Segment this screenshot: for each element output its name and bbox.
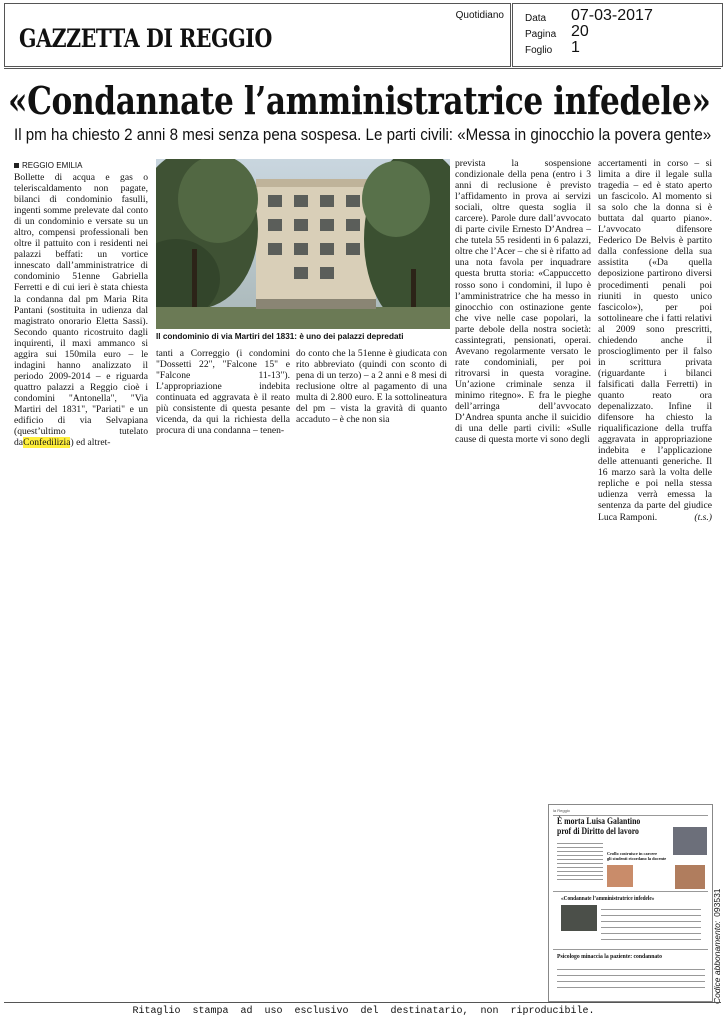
footer-divider (4, 1002, 721, 1003)
publication-type: Quotidiano (455, 10, 504, 21)
bullet-square-icon (14, 163, 19, 168)
article-column-1: Bollette di acqua e gas o teleriscaldamento non pagate, bilanci di condominio fasulli, ingenti somme prelevate dal conto di un condominio e versate su un altro, compensi professionali ben oltre il pattuito con i residenti nei palazzi beffati: un vortice innescato dall’amministratrice di condominio 51enne Gabriella Ferretti e di cui ieri è stata chiesta la condanna dal pm Maria Rita Pantani (sostituita in udienza dal magistrato onorario Eletta Sassi). Secondo quanto ricostruito dagli inquirenti, il maxi ammanco si aggira sui 150mila euro – le indagini hanno analizzato il periodo 2009-2014 – e riguarda quattro palazzi a Reggio cioè i condomini "Antonella", "Via Martiri del 1831", "Pariati" e un edificio di via Selvapiana (quest’ultimo tutelato daConfedilizia) ed altret- (14, 172, 148, 449)
article-subheadline: Il pm ha chiesto 2 anni 8 mesi senza pena sospesa. Le parti civili: «Messa in ginocchio la povera gente» (14, 125, 712, 144)
article-column-5: accertamenti in corso – si limita a dire il legale sulla tragedia – ed è stato aperto un fascicolo. Al momento si sa solo che la donna si è buttata dal quarto piano». L’avvocato difensore Federico De Belvis è partito dalla confessione della sua assistita («Da quella deposizione partirono diversi procedimenti penali poi riuniti in questo unico fascicolo»), per poi sottolineare che i fatti relativi al 2009 sono prescritti, chiedendo anche il proscioglimento per il falso in scrittura privata (riguardante i bilanci falsificati dalla Ferretti) in quanto reato ora depenalizzato. Infine il difensore ha chiesto la riqualificazione della truffa aggravata in appropriazione indebita e l’applicazione delle attenuanti generiche. Il 16 marzo sarà la volta delle repliche e poi nella stessa udienza verrà emessa la sentenza da parte del giudice Luca Ramponi. (t.s.) (598, 158, 712, 523)
thumbnail-photo (607, 865, 633, 887)
subscription-code: Codice abbonamento:093531 (712, 888, 722, 1004)
footer-notice: Ritaglio stampa ad uso esclusivo del destinatario, non riproducibile. (132, 1006, 595, 1017)
thumbnail-section: la Reggio (553, 808, 570, 813)
pagina-label: Pagina (525, 29, 557, 40)
section-label: REGGIO EMILIA (14, 161, 82, 170)
thumbnail-photo (561, 905, 597, 931)
masthead (4, 3, 511, 67)
newspaper-logo: GAZZETTA DI REGGIO (19, 24, 272, 53)
author-signature: (t.s.) (694, 511, 712, 523)
thumbnail-headline-1: È morta Luisa Galantino prof di Diritto del lavoro (557, 817, 641, 837)
thumbnail-headline-3: Psicologo minaccia la paziente: condannato (557, 953, 662, 960)
page-thumbnail (548, 804, 713, 1002)
data-value: 07-03-2017 (571, 7, 653, 24)
article-column-4: prevista la sospensione condizionale della pena (entro i 3 anni di reclusione è previsto l’affidamento in prova ai servizi sociali, oltre questa soglia il carcere). Parole dure dall’avvocato di parte civile Ernesto D’Andrea – che tutela 55 residenti in 6 palazzi, oltre che l’Acer – che si è rifatto ad una nota favola per inquadrare questa brutta storia: «Cappuccetto rosso sono i condomini, il lupo è l’amministratrice che ha messo in ginocchio con ostinazione gente che vive nelle case popolari, la parte debole della nostra società: cassintegrati, pensionati, operai. Avevano regolarmente versato le rate condominiali, per poi ritrovarsi in questa voragine. Un’azione criminale senza il minimo ritegno». E fra le pieghe dell’arringa dell’avvocato D’Andrea spunta anche il suicidio di una delle parti civili: «Sulle cause di questa morte vi sono degli (455, 158, 591, 446)
photo-caption: Il condominio di via Martiri del 1831: è uno dei palazzi depredati (156, 332, 404, 341)
foglio-label: Foglio (525, 45, 553, 56)
foglio-value: 1 (571, 39, 580, 56)
header-divider (4, 68, 721, 69)
highlighted-term: Confedilizia (23, 437, 71, 449)
thumbnail-small-headline: Crollo costruisce in carcere gli studenti ricordano la docente (607, 851, 667, 861)
article-column-2: tanti a Correggio (i condomini "Dossetti 22", "Falcone 15" e "Falcone 11-13"). L’appropriazione indebita continuata ed aggravata è il reato più consistente di questa pesante vicenda, da qui la richiesta della procura di una condanna – tenen- (156, 348, 290, 437)
article-photo (156, 159, 450, 329)
thumbnail-headline-2: «Condannate l’amministratrice infedele» (561, 895, 655, 902)
article-column-3: do conto che la 51enne è giudicata con rito abbreviato (quindi con sconto di pena di un terzo) – a 2 anni e 8 mesi di reclusione oltre al pagamento di una multa di 2.800 euro. E la sottolineatura del pm – vista la gravità di quanto accaduto – è che non sia (296, 348, 447, 426)
pagina-value: 20 (571, 23, 589, 40)
data-label: Data (525, 13, 547, 24)
header (4, 3, 721, 65)
metadata-box (512, 3, 723, 67)
thumbnail-photo (675, 865, 705, 889)
thumbnail-photo (673, 827, 707, 855)
article-headline: «Condannate l’amministratrice infedele» (8, 78, 711, 123)
